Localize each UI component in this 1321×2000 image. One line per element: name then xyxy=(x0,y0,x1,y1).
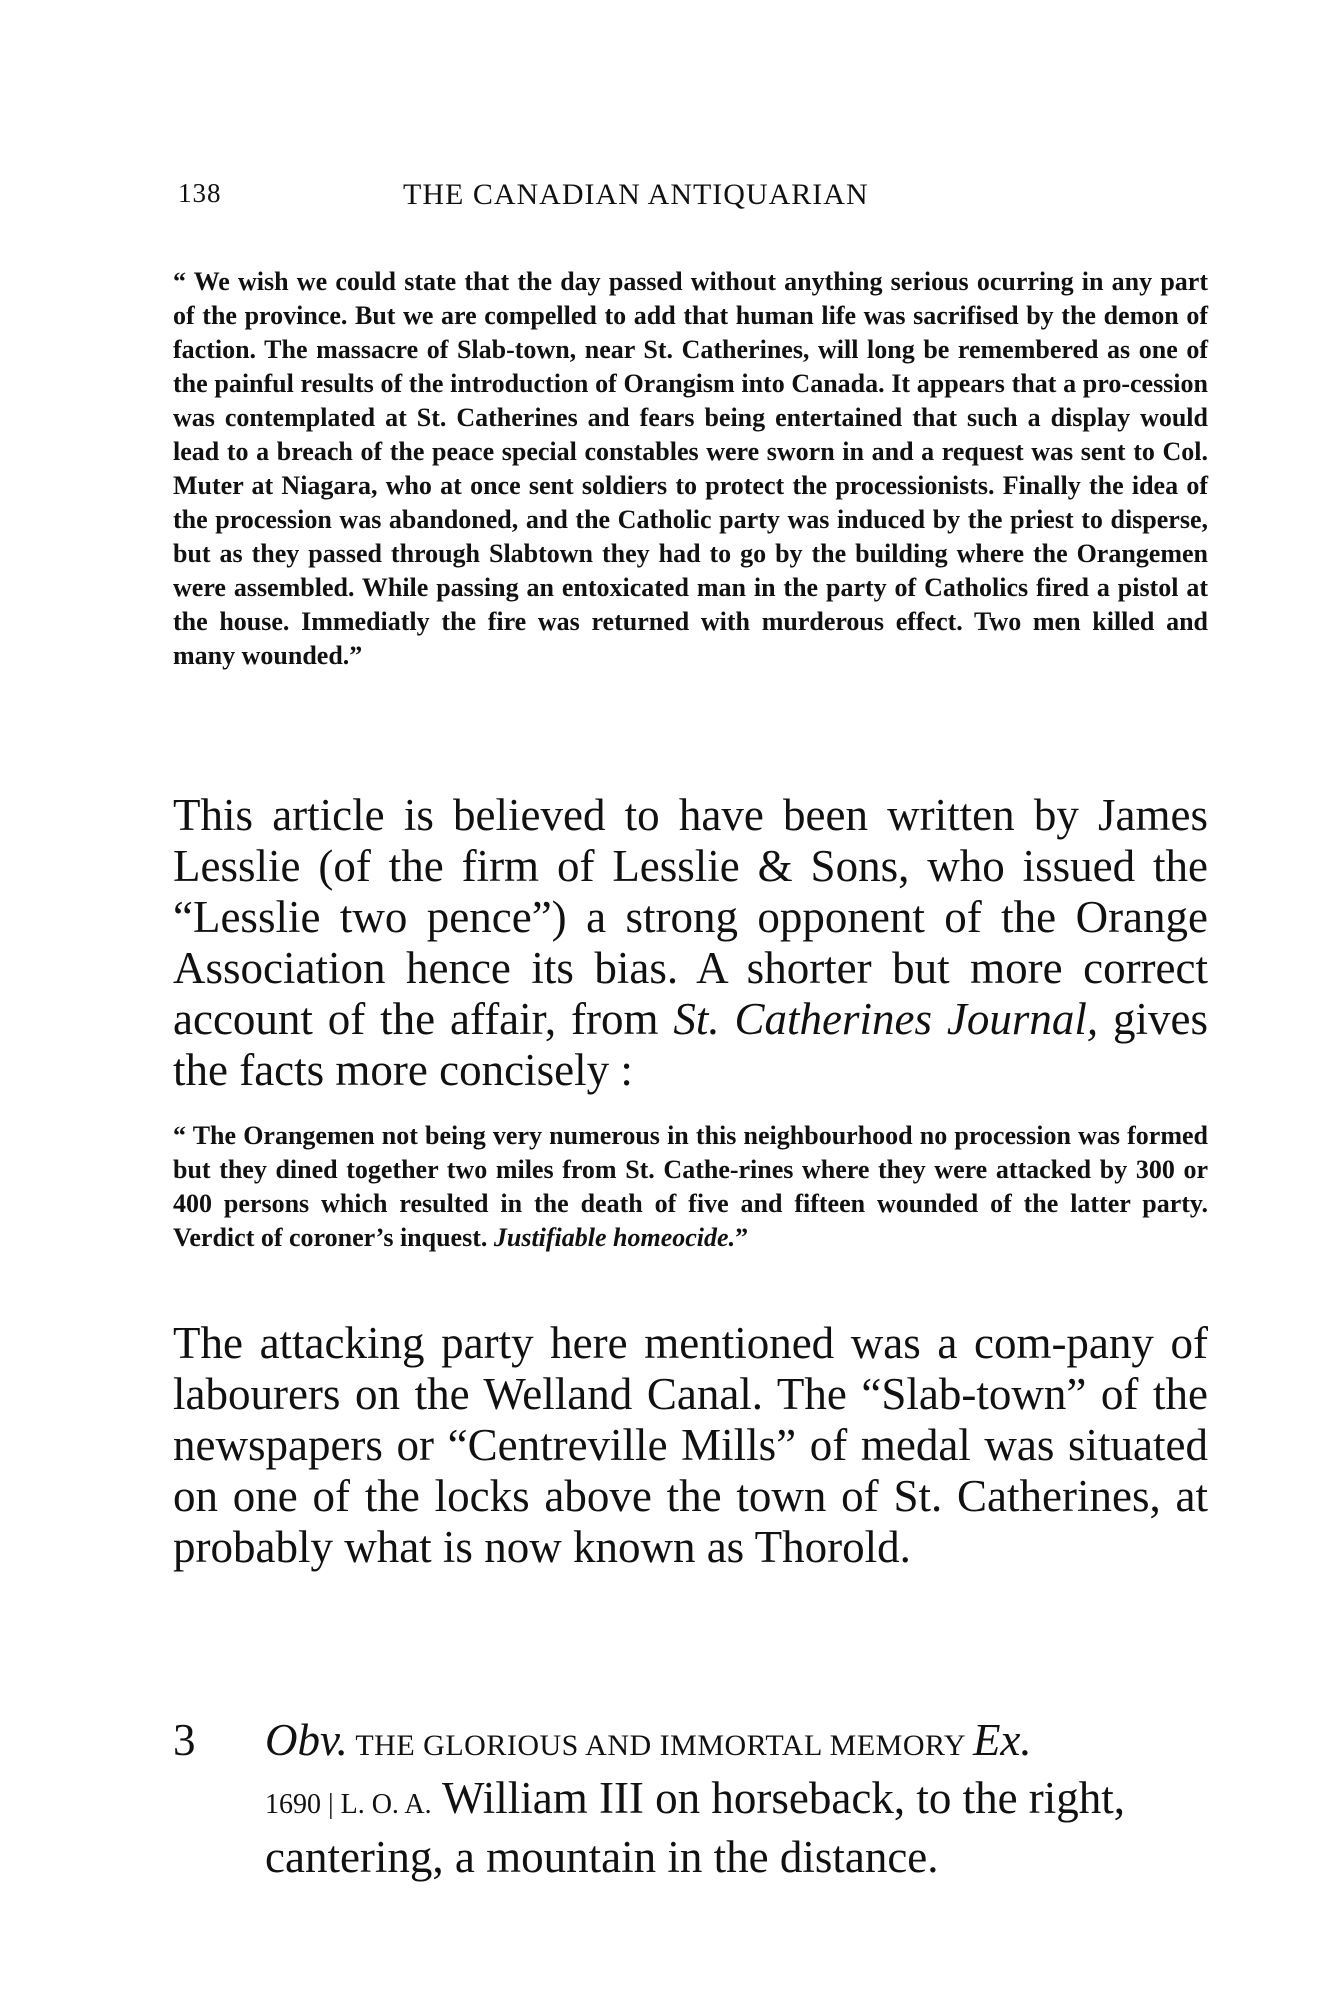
quoted-journal-account xyxy=(173,1119,1208,1255)
journal-title: St. Catherines Journal, xyxy=(673,994,1099,1044)
body-paragraph-attacking-party: The attacking party here mentioned was a com-pany of labourers on the Welland Canal. The “Slab-town” of the newspapers or “Centreville Mills” of medal was situated on one of the locks above the town of St. Catherines, at probably what is now known as Thorold. xyxy=(173,1318,1208,1572)
entry-description xyxy=(265,1714,1208,1883)
page-number: 138 xyxy=(178,178,222,208)
quote-close: ” xyxy=(735,1223,749,1252)
paragraph-text: This article is believed to have been written by James Lesslie (of the firm of Lesslie & Sons, who issued the “Lesslie two pence”) a strong opponent of the Orange Association hence its bias. A shorter but more correct account of the affair, from xyxy=(173,790,1208,1044)
design-description: William III on horseback, to the right, cantering, a mountain in the distance. xyxy=(265,1773,1126,1882)
exergue-text: 1690 | L. O. A. xyxy=(265,1789,432,1820)
running-title: THE CANADIAN ANTIQUARIAN xyxy=(403,178,869,211)
exergue-label: Ex. xyxy=(972,1715,1032,1765)
obverse-label: Obv. xyxy=(265,1715,348,1765)
body-paragraph-authorship xyxy=(173,790,1208,1096)
quote-text: “ The Orangemen not being very numerous in this neighbourhood no procession was formed but they dined together two miles from St. Cathe-rines where they were attacked by 300 or 400 persons which resulted in the death of five and fifteen wounded of the latter party. Verdict of coroner’s inquest. xyxy=(173,1121,1208,1252)
entry-number: 3 xyxy=(173,1715,196,1765)
inquest-verdict: Justifiable homeocide. xyxy=(493,1223,736,1252)
obverse-legend: THE GLORIOUS AND IMMORTAL MEMORY xyxy=(347,1729,973,1762)
paragraph-text-end: gives the facts more concisely : xyxy=(173,994,1208,1095)
quoted-newspaper-account: “ We wish we could state that the day passed without anything serious ocurring in any part of the province. But we are compelled to add that human life was sacrifised by the demon of faction. The massacre of Slab-town, near St. Catherines, will long be remembered as one of the painful results of the introduction of Orangism into Canada. It appears that a pro-cession was contemplated at St. Catherines and fears being entertained that such a display would lead to a breach of the peace special constables were sworn in and a request was sent to Col. Muter at Niagara, who at once sent soldiers to protect the processionists. Finally the idea of the procession was abandoned, and the Catholic party was induced by the priest to disperse, but as they passed through Slabtown they had to go by the building where the Orangemen were assembled. While passing an entoxicated man in the party of Catholics fired a pistol at the house. Immediatly the fire was returned with murderous effect. Two men killed and many wounded.” xyxy=(173,267,1208,670)
page-header xyxy=(178,178,990,218)
